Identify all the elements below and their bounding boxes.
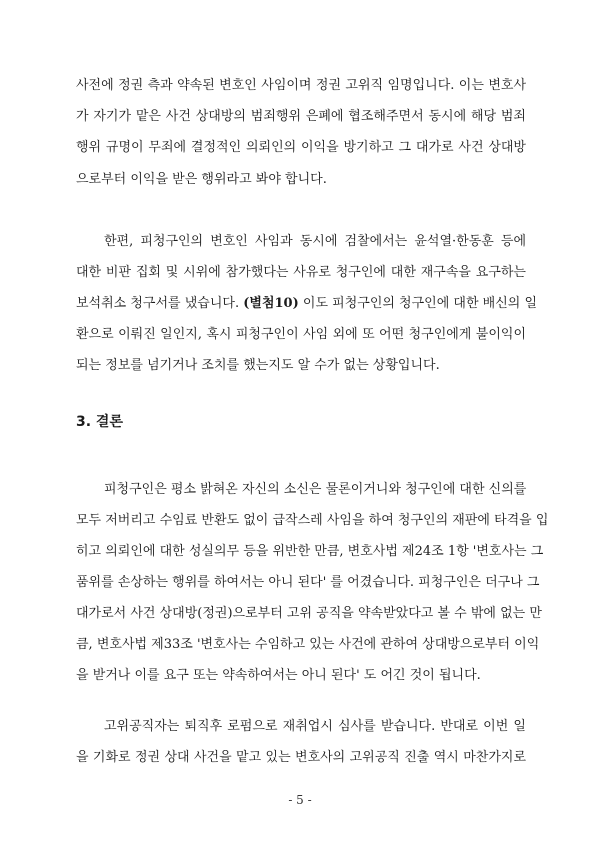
paragraph-3-line-3: 히고 의뢰인에 대한 성실의무 등을 위반한 만큼, 변호사법 제24조 1항 '변호사는 그 [76, 544, 544, 559]
paragraph-3-line-4: 품위를 손상하는 행위를 하여서는 아니 된다' 를 어겼습니다. 피청구인은 더구나 그 [76, 575, 540, 590]
paragraph-4-line-1: 고위공직자는 퇴직후 로펌으로 재취업시 심사를 받습니다. 반대로 이번 일 [104, 719, 526, 734]
paragraph-3-line-6: 큼, 변호사법 제33조 '변호사는 수임하고 있는 사건에 관하여 상대방으로부터 이익 [76, 637, 540, 652]
paragraph-1-line-2: 가 자기가 맡은 사건 상대방의 범죄행위 은폐에 협조해주면서 동시에 해당 범죄 [76, 109, 526, 124]
paragraph-2-line-5: 되는 정보를 넘기거나 조치를 했는지도 알 수가 없는 상황입니다. [76, 358, 440, 373]
paragraph-1-line-4: 으로부터 이익을 받은 행위라고 봐야 합니다. [76, 172, 327, 187]
paragraph-3-line-1: 피청구인은 평소 밝혀온 자신의 소신은 물론이거니와 청구인에 대한 신의를 [104, 482, 527, 497]
page-number: - 5 - [288, 793, 312, 807]
paragraph-3-line-5: 대가로서 사건 상대방(정권)으로부터 고위 공직을 약속받았다고 볼 수 밖에 없는 만 [76, 606, 542, 621]
paragraph-3-line-7: 을 받거나 이를 요구 또는 약속하여서는 아니 된다' 도 어긴 것이 됩니다. [76, 668, 481, 683]
paragraph-1-line-1: 사전에 정권 측과 약속된 변호인 사임이며 정권 고위직 임명입니다. 이는 변호사 [76, 78, 526, 93]
paragraph-2-line-3-rest: 이도 피청구인의 청구인에 대한 배신의 일 [302, 296, 538, 311]
paragraph-2-line-3-prefix: 보석취소 청구서를 냈습니다. [76, 296, 240, 311]
paragraph-3-line-2: 모두 저버리고 수임료 반환도 없이 급작스레 사임을 하여 청구인의 재판에 타격을 입 [76, 513, 549, 528]
paragraph-2-line-3 [76, 296, 538, 312]
paragraph-2-line-2: 대한 비판 집회 및 시위에 참가했다는 사유로 청구인에 대한 재구속을 요구하는 [76, 265, 526, 280]
paragraph-4-line-2: 을 기화로 정권 상대 사건을 맡고 있는 변호사의 고위공직 진출 역시 마찬가지로 [76, 750, 526, 765]
exhibit-reference: (별첨10) [243, 296, 299, 311]
paragraph-2-line-4: 환으로 이뤄진 일인지, 혹시 피청구인이 사임 외에 또 어떤 청구인에게 불이익이 [76, 327, 526, 342]
paragraph-2-line-1: 한편, 피청구인의 변호인 사임과 동시에 검찰에서는 윤석열·한동훈 등에 [104, 234, 526, 249]
paragraph-1-line-3: 행위 규명이 무죄에 결정적인 의뢰인의 이익을 방기하고 그 대가로 사건 상대방 [76, 140, 526, 155]
section-heading: 3. 결론 [76, 414, 123, 430]
